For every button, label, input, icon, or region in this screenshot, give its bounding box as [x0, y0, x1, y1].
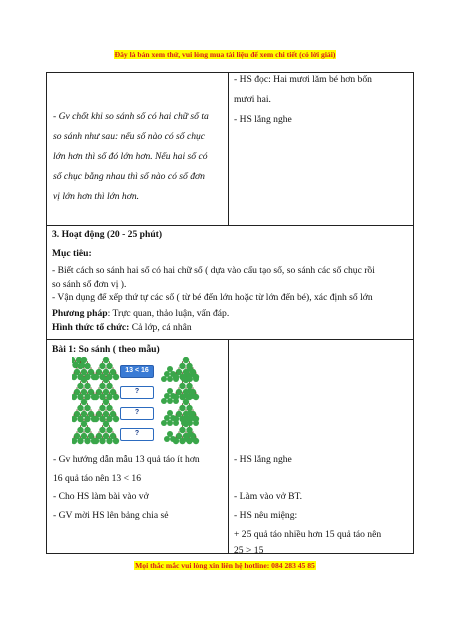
text-line: - Làm vào vở BT. — [234, 491, 303, 502]
text-line: 16 quả táo nên 13 < 16 — [53, 473, 142, 484]
text-line: mươi hai. — [234, 94, 271, 105]
text-line: - HS nêu miệng: — [234, 510, 298, 521]
form-label: Hình thức tổ chức: — [52, 322, 130, 333]
text-line: - HS lắng nghe — [234, 114, 292, 125]
objective-line: - Biết cách so sánh hai số có hai chữ số ( dựa vào cấu tạo số, so sánh các số chục rồi — [52, 265, 375, 276]
text-line: + 25 quả táo nhiều hơn 15 quả táo nên — [234, 529, 382, 540]
text-line: - HS lắng nghe — [234, 454, 292, 465]
text-line: - Cho HS làm bài vào vở — [53, 491, 149, 502]
answer-box[interactable]: ? — [120, 407, 154, 420]
hotline-banner: Mọi thắc mắc vui lòng xin liên hệ hotline: 084 283 45 85 — [135, 561, 315, 570]
method-label: Phương pháp — [52, 308, 108, 319]
text-line: - Gv hướng dẫn mẫu 13 quả táo ít hơn — [53, 454, 200, 465]
table-border-left — [46, 72, 47, 554]
method-value: : Trực quan, thảo luận, vấn đáp. — [107, 308, 230, 319]
objective-line: - Vận dụng để xếp thứ tự các số ( từ bé đến lớn hoặc từ lớn đến bé), xác định số lớn — [52, 292, 373, 303]
apple-illustration-right — [158, 357, 238, 447]
preview-banner: Đây là bản xem thử, vui lòng mua tài liệu để xem chi tiết (có lời giải) — [114, 50, 336, 59]
objective-label: Mục tiêu: — [52, 248, 92, 259]
activity-heading: 3. Hoạt động (20 - 25 phút) — [52, 229, 163, 240]
text-line: lớn hơn thì số đó lớn hơn. Nếu hai số có — [53, 151, 208, 162]
text-line: - HS đọc: Hai mươi lăm bé hơn bốn — [234, 74, 372, 85]
objective-line: so sánh số đơn vị ). — [52, 279, 127, 290]
form-hinh-thuc — [52, 318, 192, 338]
table-border-right — [413, 72, 414, 554]
column-divider-row1 — [228, 72, 229, 225]
text-line: 25 > 15 — [234, 545, 264, 556]
text-line: số chục bằng nhau thì số nào có số đơn — [53, 171, 205, 182]
form-value: Cả lớp, cá nhân — [129, 322, 192, 333]
table-border-bottom — [46, 553, 414, 554]
text-line: vị lớn hơn thì lớn hơn. — [53, 191, 140, 202]
text-line: - Gv chốt khi so sánh số có hai chữ số ta — [53, 111, 209, 122]
text-line: - GV mời HS lên bảng chia sẻ — [53, 510, 169, 521]
answer-box[interactable]: ? — [120, 386, 154, 399]
exercise-heading: Bài 1: So sánh ( theo mẫu) — [52, 344, 160, 355]
example-compare-box: 13 < 16 — [120, 365, 154, 378]
answer-box[interactable]: ? — [120, 428, 154, 441]
text-line: so sánh như sau: nếu số nào có số chục — [53, 131, 206, 142]
